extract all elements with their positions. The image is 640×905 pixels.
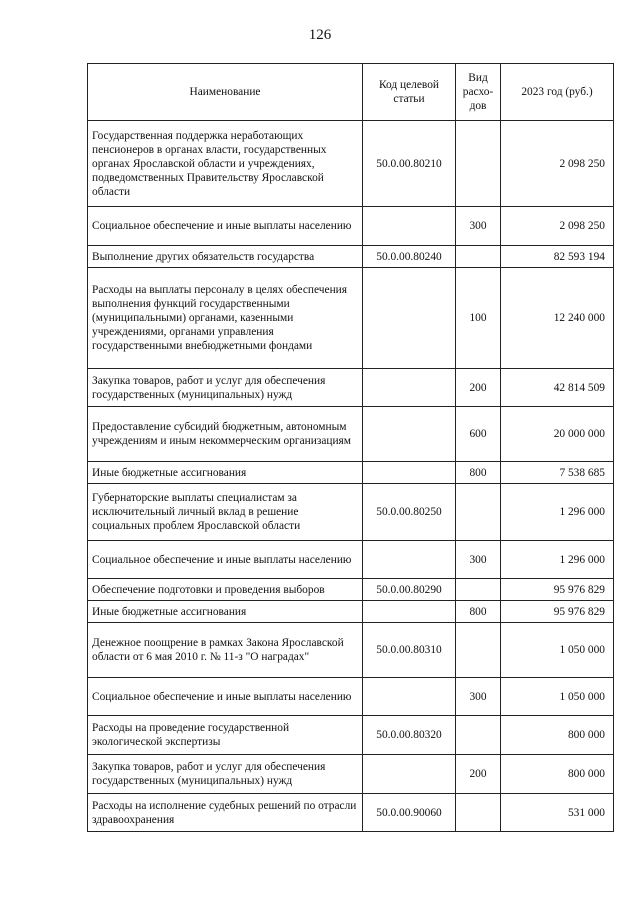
row-kind: 300 [456, 207, 501, 246]
row-name: Расходы на выплаты персоналу в целях обеспечения выполнения функций государственными (муниципальными) органами, казенными учреждениями, органами управления государственными внебюджетными фондами [88, 268, 363, 369]
row-code [363, 268, 456, 369]
table-row [88, 484, 614, 541]
row-code: 50.0.00.80290 [363, 579, 456, 601]
row-kind: 300 [456, 678, 501, 716]
row-code: 50.0.00.80250 [363, 484, 456, 541]
row-name: Иные бюджетные ассигнования [88, 601, 363, 623]
row-name: Государственная поддержка неработающих пенсионеров в органах власти, государственных органах Ярославской области и учреждениях, подведомственных Правительству Ярославской области [88, 121, 363, 207]
header-name: Наименование [88, 64, 363, 121]
row-code [363, 601, 456, 623]
row-kind: 800 [456, 601, 501, 623]
row-name: Расходы на исполнение судебных решений по отрасли здравоохранения [88, 794, 363, 832]
row-amount: 2 098 250 [501, 121, 614, 207]
row-amount: 1 050 000 [501, 623, 614, 678]
row-code [363, 407, 456, 462]
row-amount: 1 050 000 [501, 678, 614, 716]
header-amount: 2023 год (руб.) [501, 64, 614, 121]
row-code [363, 462, 456, 484]
row-kind [456, 121, 501, 207]
table-row [88, 207, 614, 246]
table-row [88, 623, 614, 678]
row-kind [456, 579, 501, 601]
row-code: 50.0.00.80320 [363, 716, 456, 755]
row-amount: 1 296 000 [501, 484, 614, 541]
row-code: 50.0.00.80210 [363, 121, 456, 207]
row-name: Закупка товаров, работ и услуг для обеспечения государственных (муниципальных) нужд [88, 755, 363, 794]
table-row [88, 462, 614, 484]
row-amount: 12 240 000 [501, 268, 614, 369]
table-row [88, 121, 614, 207]
header-kind: Вид расхо-дов [456, 64, 501, 121]
row-kind [456, 716, 501, 755]
row-amount: 95 976 829 [501, 601, 614, 623]
row-kind [456, 484, 501, 541]
table-row [88, 369, 614, 407]
row-name: Расходы на проведение государственной экологической экспертизы [88, 716, 363, 755]
row-kind: 300 [456, 541, 501, 579]
row-amount: 2 098 250 [501, 207, 614, 246]
row-code: 50.0.00.80240 [363, 246, 456, 268]
row-kind: 200 [456, 755, 501, 794]
row-code [363, 207, 456, 246]
row-amount: 1 296 000 [501, 541, 614, 579]
table-row [88, 579, 614, 601]
row-amount: 800 000 [501, 755, 614, 794]
row-amount: 20 000 000 [501, 407, 614, 462]
table-header-row [88, 64, 614, 121]
table-row [88, 601, 614, 623]
row-code: 50.0.00.80310 [363, 623, 456, 678]
row-code [363, 678, 456, 716]
budget-table [87, 63, 614, 832]
row-kind [456, 246, 501, 268]
row-name: Денежное поощрение в рамках Закона Ярославской области от 6 мая 2010 г. № 11-з "О наградах" [88, 623, 363, 678]
row-name: Обеспечение подготовки и проведения выборов [88, 579, 363, 601]
row-name: Иные бюджетные ассигнования [88, 462, 363, 484]
row-kind: 800 [456, 462, 501, 484]
table-row [88, 246, 614, 268]
table-row [88, 268, 614, 369]
row-kind: 100 [456, 268, 501, 369]
row-kind: 600 [456, 407, 501, 462]
row-kind: 200 [456, 369, 501, 407]
row-name: Выполнение других обязательств государства [88, 246, 363, 268]
row-amount: 531 000 [501, 794, 614, 832]
row-kind [456, 794, 501, 832]
row-code: 50.0.00.90060 [363, 794, 456, 832]
row-name: Социальное обеспечение и иные выплаты населению [88, 541, 363, 579]
row-amount: 7 538 685 [501, 462, 614, 484]
table-row [88, 407, 614, 462]
row-code [363, 755, 456, 794]
row-name: Предоставление субсидий бюджетным, автономным учреждениям и иным некоммерческим организациям [88, 407, 363, 462]
table-row [88, 794, 614, 832]
header-code: Код целевой статьи [363, 64, 456, 121]
table-row [88, 716, 614, 755]
table-row [88, 755, 614, 794]
row-amount: 95 976 829 [501, 579, 614, 601]
row-name: Закупка товаров, работ и услуг для обеспечения государственных (муниципальных) нужд [88, 369, 363, 407]
row-name: Социальное обеспечение и иные выплаты населению [88, 678, 363, 716]
row-code [363, 369, 456, 407]
row-code [363, 541, 456, 579]
table-row [88, 541, 614, 579]
row-amount: 42 814 509 [501, 369, 614, 407]
table-row [88, 678, 614, 716]
row-name: Социальное обеспечение и иные выплаты населению [88, 207, 363, 246]
page-number: 126 [308, 27, 332, 43]
row-name: Губернаторские выплаты специалистам за исключительный личный вклад в решение социальных проблем Ярославской области [88, 484, 363, 541]
row-amount: 82 593 194 [501, 246, 614, 268]
row-amount: 800 000 [501, 716, 614, 755]
row-kind [456, 623, 501, 678]
